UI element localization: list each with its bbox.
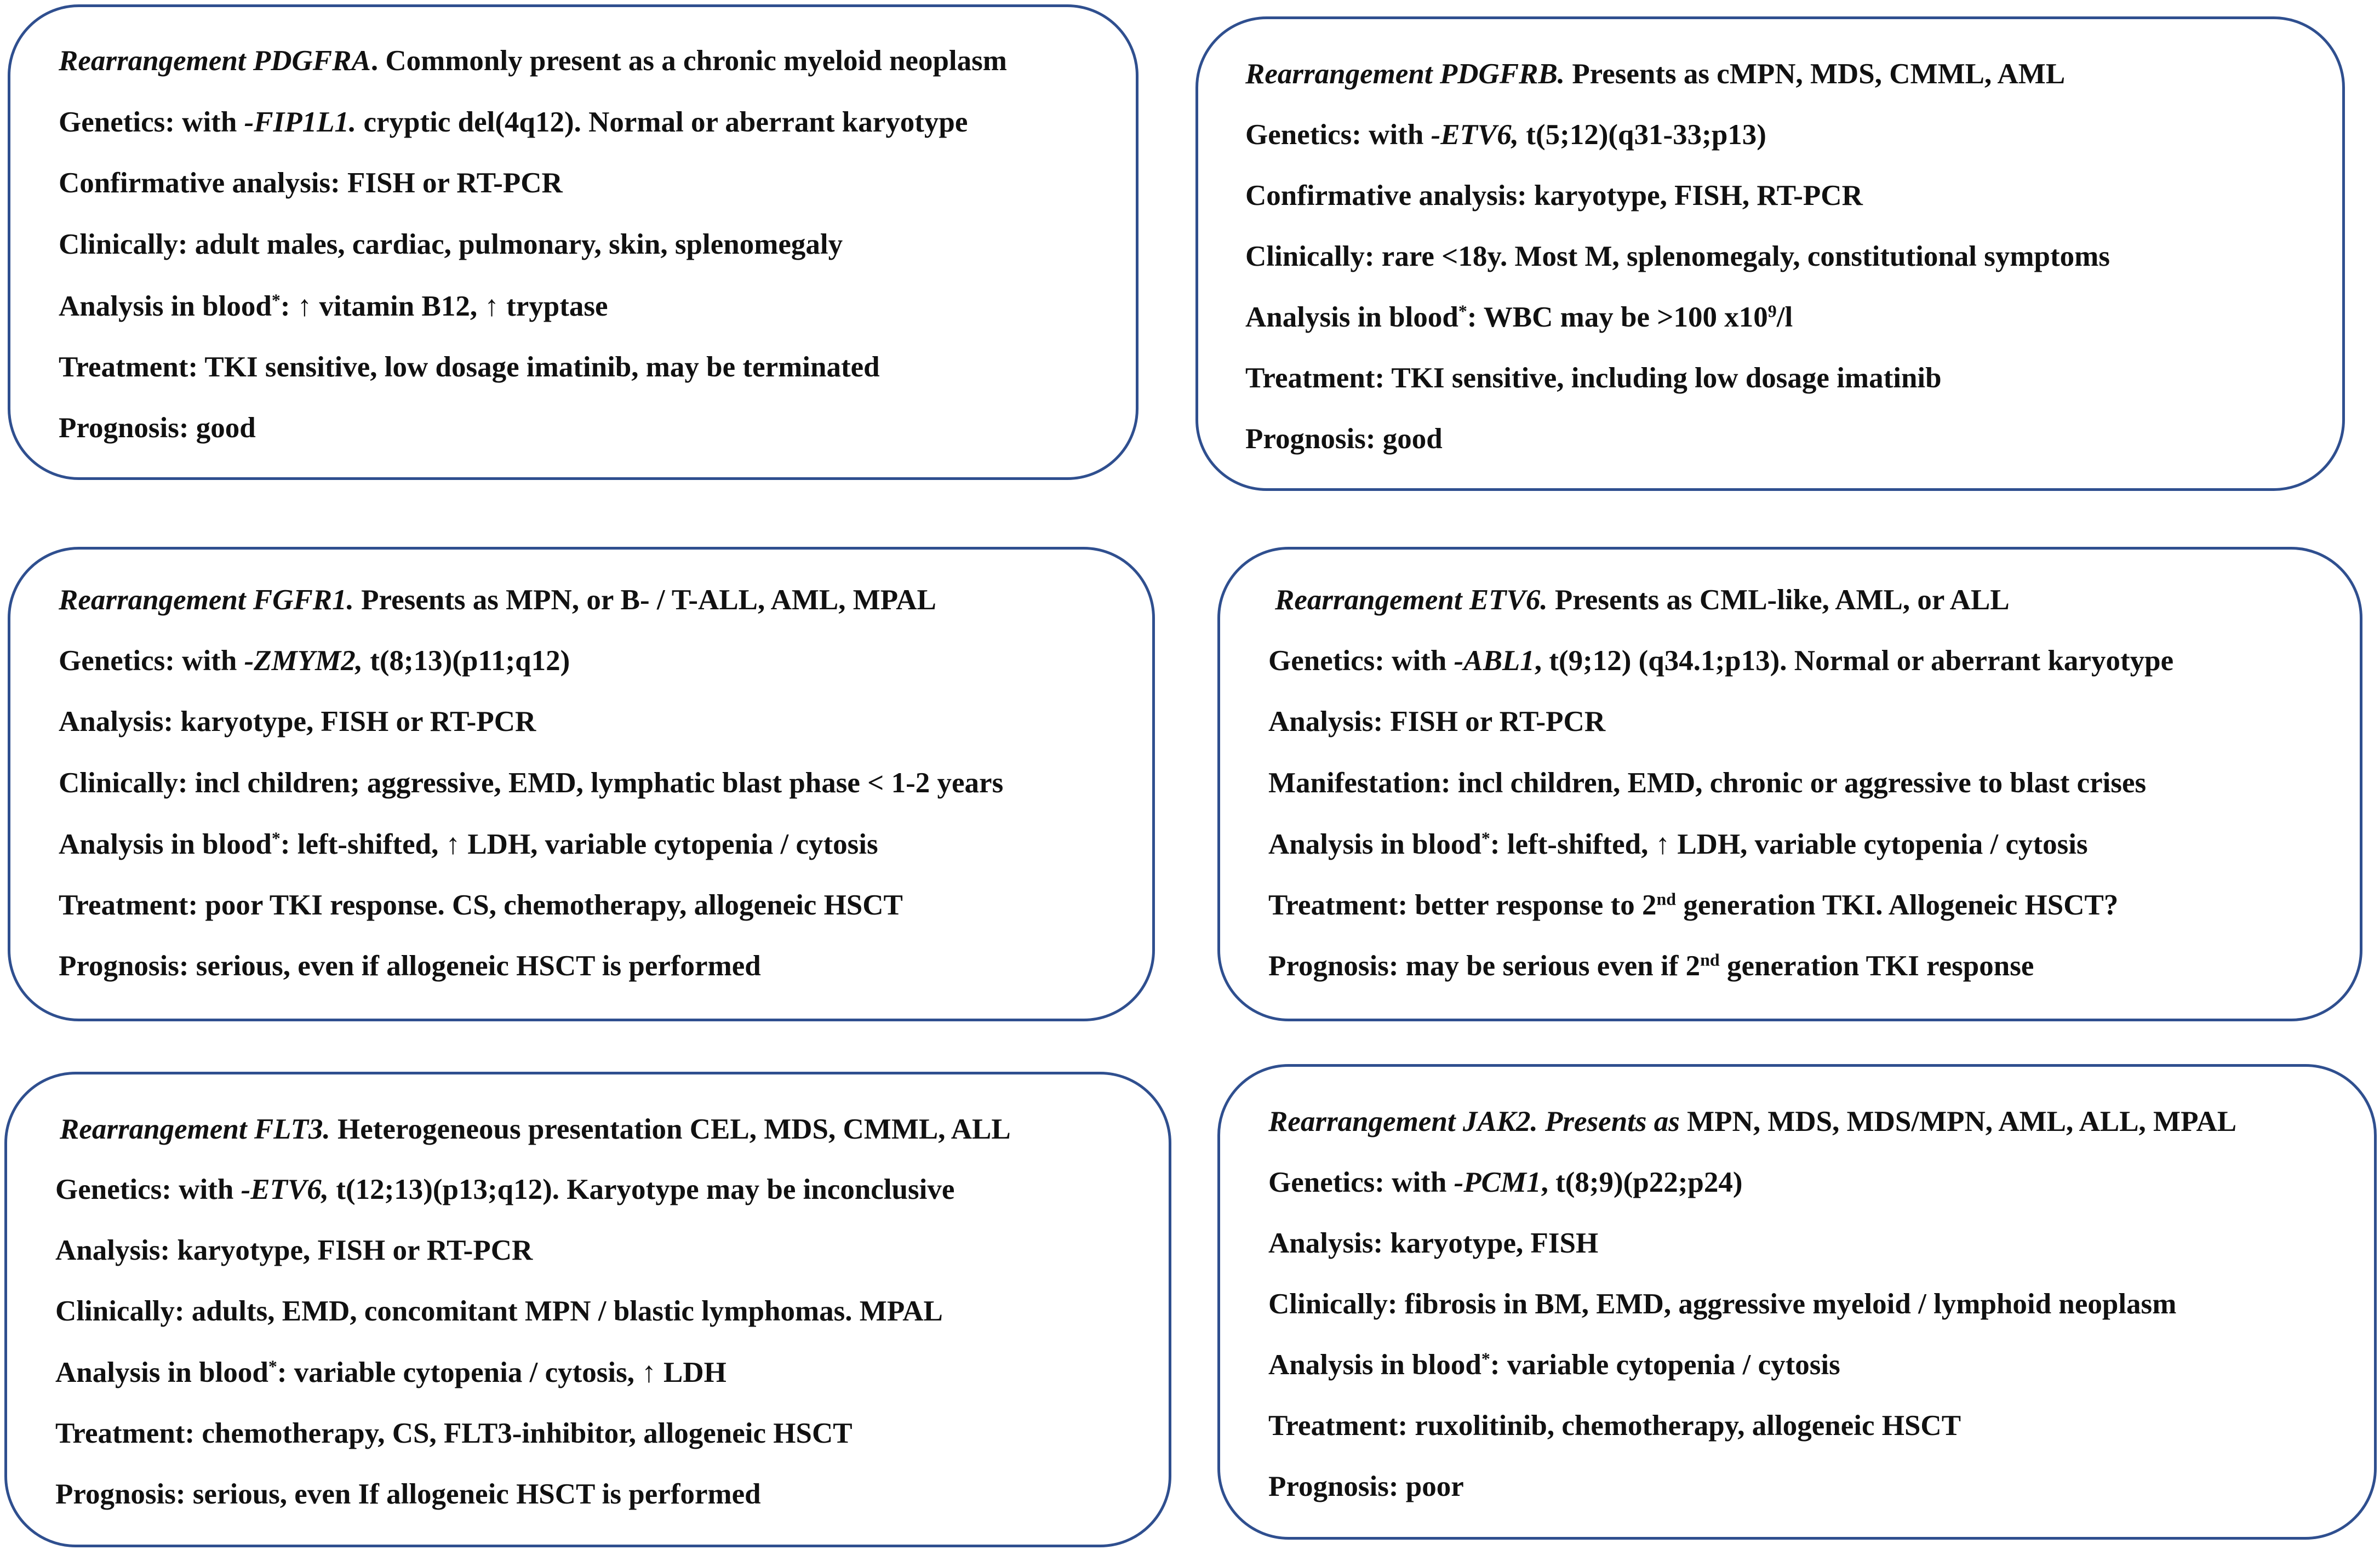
prognosis-line: Prognosis: may be serious even if 2nd generation TKI response <box>1268 950 2034 982</box>
treatment-line: Treatment: chemotherapy, CS, FLT3-inhibitor, allogeneic HSCT <box>55 1417 853 1449</box>
treatment-line: Treatment: better response to 2nd generation TKI. Allogeneic HSCT? <box>1268 889 2119 921</box>
genetics-line: Genetics: with -ZMYM2, t(8;13)(p11;q12) <box>59 645 570 677</box>
blood-analysis-line: Analysis in blood*: WBC may be >100 $x10^9/l$ <box>1245 301 1793 333</box>
analysis-line: Analysis: karyotype, FISH or RT-PCR <box>59 706 536 738</box>
card-title: Rearrangement PDGFRA. Commonly present as a chronic myeloid neoplasm <box>59 45 1007 77</box>
clinical-line: Clinically: adult males, cardiac, pulmonary, skin, splenomegaly <box>59 228 843 260</box>
genetics-line: Genetics: with -PCM1, t(8;9)(p22;p24) <box>1268 1167 1743 1198</box>
card-etv6 <box>1217 547 2362 1021</box>
confirmative-analysis-line: Confirmative analysis: karyotype, FISH, RT-PCR <box>1245 180 1863 211</box>
clinical-line: Clinically: fibrosis in BM, EMD, aggressive myeloid / lymphoid neoplasm <box>1268 1288 2177 1320</box>
analysis-line: Analysis: karyotype, FISH <box>1268 1227 1599 1259</box>
genetics-line: Genetics: with -ETV6, t(5;12)(q31-33;p13) <box>1245 119 1766 151</box>
manifestation-line: Manifestation: incl children, EMD, chronic or aggressive to blast crises <box>1268 767 2147 799</box>
treatment-line: Treatment: TKI sensitive, low dosage imatinib, may be terminated <box>59 351 880 383</box>
analysis-line: Analysis: karyotype, FISH or RT-PCR <box>55 1234 533 1266</box>
card-pdgfrb <box>1195 16 2345 491</box>
clinical-line: Clinically: incl children; aggressive, EMD, lymphatic blast phase < 1-2 years <box>59 767 1004 799</box>
treatment-line: Treatment: ruxolitinib, chemotherapy, allogeneic HSCT <box>1268 1410 1961 1442</box>
analysis-line: Analysis: FISH or RT-PCR <box>1268 706 1606 738</box>
card-title: Rearrangement JAK2. Presents as MPN, MDS, MDS/MPN, AML, ALL, MPAL <box>1268 1106 2237 1137</box>
prognosis-line: Prognosis: good <box>59 412 256 444</box>
blood-analysis-line: Analysis in blood*: left-shifted, ↑ LDH, variable cytopenia / cytosis <box>1268 828 2088 860</box>
card-flt3 <box>4 1072 1171 1547</box>
prognosis-line: Prognosis: poor <box>1268 1471 1464 1502</box>
blood-analysis-line: Analysis in blood*: left-shifted, ↑ LDH, variable cytopenia / cytosis <box>59 828 878 860</box>
card-title: Rearrangement FLT3. Heterogeneous presentation CEL, MDS, CMML, ALL <box>60 1113 1011 1145</box>
genetics-line: Genetics: with -ETV6, t(12;13)(p13;q12). Karyotype may be inconclusive <box>55 1174 955 1205</box>
prognosis-line: Prognosis: good <box>1245 423 1443 455</box>
card-title: Rearrangement PDGFRB. Presents as cMPN, MDS, CMML, AML <box>1245 58 2066 90</box>
prognosis-line: Prognosis: serious, even If allogeneic HSCT is performed <box>55 1478 761 1510</box>
card-pdgfra <box>8 4 1138 480</box>
blood-analysis-line: Analysis in blood*: ↑ vitamin B12, ↑ tryptase <box>59 290 608 322</box>
card-title: Rearrangement FGFR1. Presents as MPN, or B- / T-ALL, AML, MPAL <box>59 584 936 616</box>
confirmative-analysis-line: Confirmative analysis: FISH or RT-PCR <box>59 167 563 199</box>
genetics-line: Genetics: with -ABL1, t(9;12) (q34.1;p13). Normal or aberrant karyotype <box>1268 645 2174 677</box>
genetics-line: Genetics: with -FIP1L1. cryptic del(4q12). Normal or aberrant karyotype <box>59 106 968 138</box>
treatment-line: Treatment: TKI sensitive, including low dosage imatinib <box>1245 362 1942 394</box>
card-jak2 <box>1217 1064 2377 1540</box>
card-fgfr1 <box>8 547 1155 1021</box>
blood-analysis-line: Analysis in blood*: variable cytopenia / cytosis <box>1268 1348 1840 1381</box>
clinical-line: Clinically: adults, EMD, concomitant MPN / blastic lymphomas. MPAL <box>55 1295 943 1327</box>
prognosis-line: Prognosis: serious, even if allogeneic HSCT is performed <box>59 950 761 982</box>
blood-analysis-line: Analysis in blood*: variable cytopenia / cytosis, ↑ LDH <box>55 1356 726 1388</box>
clinical-line: Clinically: rare <18y. Most M, splenomegaly, constitutional symptoms <box>1245 241 2110 272</box>
card-title: Rearrangement ETV6. Presents as CML-like, AML, or ALL <box>1275 584 2010 616</box>
treatment-line: Treatment: poor TKI response. CS, chemotherapy, allogeneic HSCT <box>59 889 903 921</box>
